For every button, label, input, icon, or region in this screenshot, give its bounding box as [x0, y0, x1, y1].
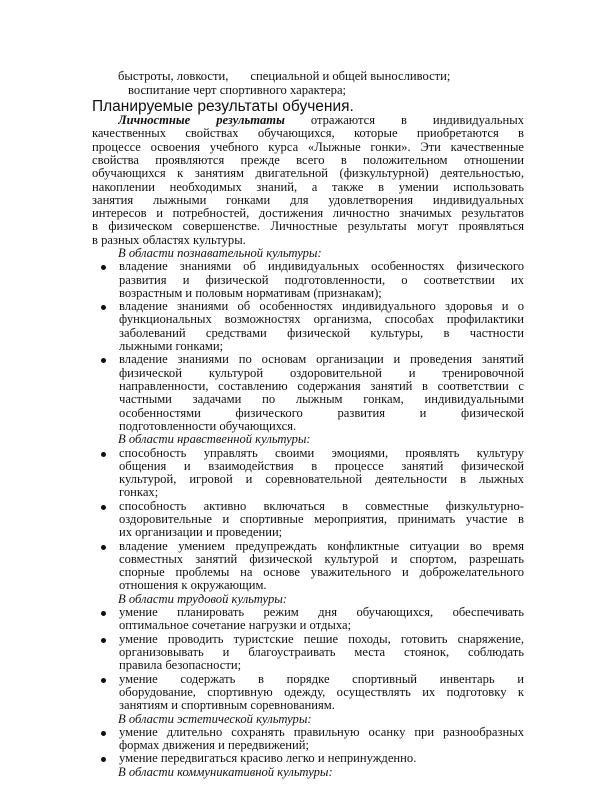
bullet-line: направленности, составлению содержания занятий в соответствии с: [119, 379, 524, 393]
paragraph-line: интересов и потребностей, достижения личностно значимых результатов: [92, 207, 524, 221]
bullet-line: подготовленности обучающихся.: [119, 419, 297, 433]
bullet-text: [119, 353, 524, 433]
paragraph-line: свойства проявляются прежде всего в положительном отношении: [92, 153, 524, 167]
bullet-icon: [101, 452, 106, 457]
bullet-icon: [101, 638, 106, 643]
bullet-line: организовывать и благоустраивать места стоянок, соблюдать: [119, 645, 524, 659]
bullet-line: умение планировать режим дня обучающихся, обеспечивать: [119, 606, 524, 620]
bullet-line: формах движения и передвижений;: [119, 739, 309, 753]
bullet-line: оптимальное сочетание нагрузки и отдыха;: [119, 619, 352, 633]
paragraph-line: в физическом совершенстве. Личностные результаты могут проявляться: [92, 220, 524, 234]
bullet-line: владение знаниями об особенностях индивидуального здоровья и о: [119, 300, 524, 314]
bullet-icon: [101, 611, 106, 616]
paragraph-first-line: [118, 114, 524, 127]
bullet-text: [119, 673, 524, 713]
bullet-line: умение содержать в порядке спортивный инвентарь и: [119, 672, 524, 686]
bullet-line: владение знаниями об индивидуальных особенностях физического: [119, 260, 524, 274]
subsection-title: В области познавательной культуры:: [118, 246, 322, 260]
subsection-title: В области коммуникативной культуры:: [118, 764, 333, 779]
bullet-text: [119, 726, 524, 753]
intro-line-2: воспитание черт спортивного характера;: [128, 84, 347, 97]
lead-bold-text: Личностные результаты: [118, 114, 285, 127]
subsection-title: В области эстетической культуры:: [118, 711, 312, 726]
bullet-line: общения и взаимодействия в процессе занятий физической: [119, 459, 524, 473]
bullet-text: [119, 260, 524, 300]
bullet-line: владение знаниями по основам организации и проведения занятий: [119, 353, 524, 367]
paragraph-line: качественных свойствах обучающихся, которые приобретаются в: [92, 127, 524, 141]
intro-line-1: [118, 70, 550, 83]
bullet-line: совместных занятий физической культурой и спортом, разрешать: [119, 552, 524, 566]
bullet-text: [119, 300, 524, 353]
bullet-item: [92, 500, 524, 540]
bullet-line: умение проводить туристские пешие походы, готовить снаряжение,: [119, 632, 524, 646]
bullet-line: их организации и проведении;: [119, 526, 283, 540]
intro-text-a: быстроты, ловкости,: [118, 70, 229, 83]
bullet-line: возрастным и половым нормативам (признакам);: [119, 286, 382, 300]
bullet-line: занятиям и спортивным соревнованиям.: [119, 699, 335, 713]
bullet-line: особенностями физического развития и физической: [119, 406, 524, 420]
bullet-item: [92, 447, 524, 500]
bullet-item: [92, 752, 524, 765]
bullet-line: гонках;: [119, 486, 159, 500]
bullet-line: способность управлять своими эмоциями, проявлять культуру: [119, 446, 524, 460]
bullet-line: спорные проблемы на основе уважительного и доброжелательного: [119, 566, 524, 580]
bullet-line: культурой, игровой и соревновательной деятельности в лыжных: [119, 473, 524, 487]
bullet-line: умение передвигаться красиво легко и непринужденно.: [119, 752, 417, 766]
bullet-line: функциональных возможностях организма, способах профилактики: [119, 313, 524, 327]
bullet-line: заболеваний средствами физической культуры, в частности: [119, 326, 524, 340]
bullet-icon: [101, 505, 106, 510]
bullet-item: [92, 353, 524, 433]
bullet-line: оборудование, спортивную одежду, осуществлять их подготовку к: [119, 685, 524, 699]
bullet-item: [92, 260, 524, 300]
subsection-title: В области нравственной культуры:: [118, 432, 311, 447]
bullet-icon: [101, 265, 106, 270]
bullet-text: [119, 540, 524, 593]
bullet-line: отношения к окружающим.: [119, 579, 267, 593]
bullet-line: частными задачами по лыжным гонкам, индивидуальными: [119, 393, 524, 407]
bullet-icon: [101, 358, 106, 363]
bullet-line: оздоровительные и спортивные мероприятия, принимать участие в: [119, 512, 524, 526]
section-heading: Планируемые результаты обучения.: [92, 98, 354, 115]
bullet-text: [119, 633, 524, 673]
paragraph-line: обучающихся к занятиям двигательной (физкультурной) деятельностью,: [92, 167, 524, 181]
bullet-line: развития и физической подготовленности, о соответствии их: [119, 273, 524, 287]
paragraph-line: процессе освоения учебного курса «Лыжные гонки». Эти качественные: [92, 140, 524, 154]
bullet-icon: [101, 545, 106, 550]
bullet-icon: [101, 731, 106, 736]
bullet-text: [119, 500, 524, 540]
bullet-item: [92, 726, 524, 753]
subsection-title: В области трудовой культуры:: [118, 591, 287, 606]
bullet-item: [92, 300, 524, 353]
bullet-line: владение умением предупреждать конфликтные ситуации во время: [119, 539, 524, 553]
paragraph-line: накоплении необходимых знаний, а также в умении использовать: [92, 180, 524, 194]
bullet-item: [92, 633, 524, 673]
bullet-line: способность активно включаться в совместные физкультурно-: [119, 499, 524, 513]
bullet-icon: [101, 305, 106, 310]
bullet-text: [119, 606, 524, 633]
bullet-text: [119, 752, 524, 765]
bullet-item: [92, 606, 524, 633]
bullet-line: физической культурой оздоровительной и тренировочной: [119, 366, 524, 380]
intro-text-b: специальной и общей выносливости;: [250, 70, 451, 83]
bullet-icon: [101, 678, 106, 683]
bullet-line: правила безопасности;: [119, 659, 242, 673]
paragraph-line: занятия лыжными гонками для удовлетворения индивидуальных: [92, 193, 524, 207]
bullet-line: умение длительно сохранять правильную осанку при разнообразных: [119, 725, 524, 739]
bullet-item: [92, 673, 524, 713]
bullet-text: [119, 447, 524, 500]
bullet-item: [92, 540, 524, 593]
paragraph-last-line: в разных областях культуры.: [92, 233, 246, 247]
bullet-icon: [101, 757, 106, 762]
bullet-line: лыжными гонками;: [119, 340, 224, 354]
lead-rest-text: отражаются в индивидуальных: [310, 114, 524, 127]
